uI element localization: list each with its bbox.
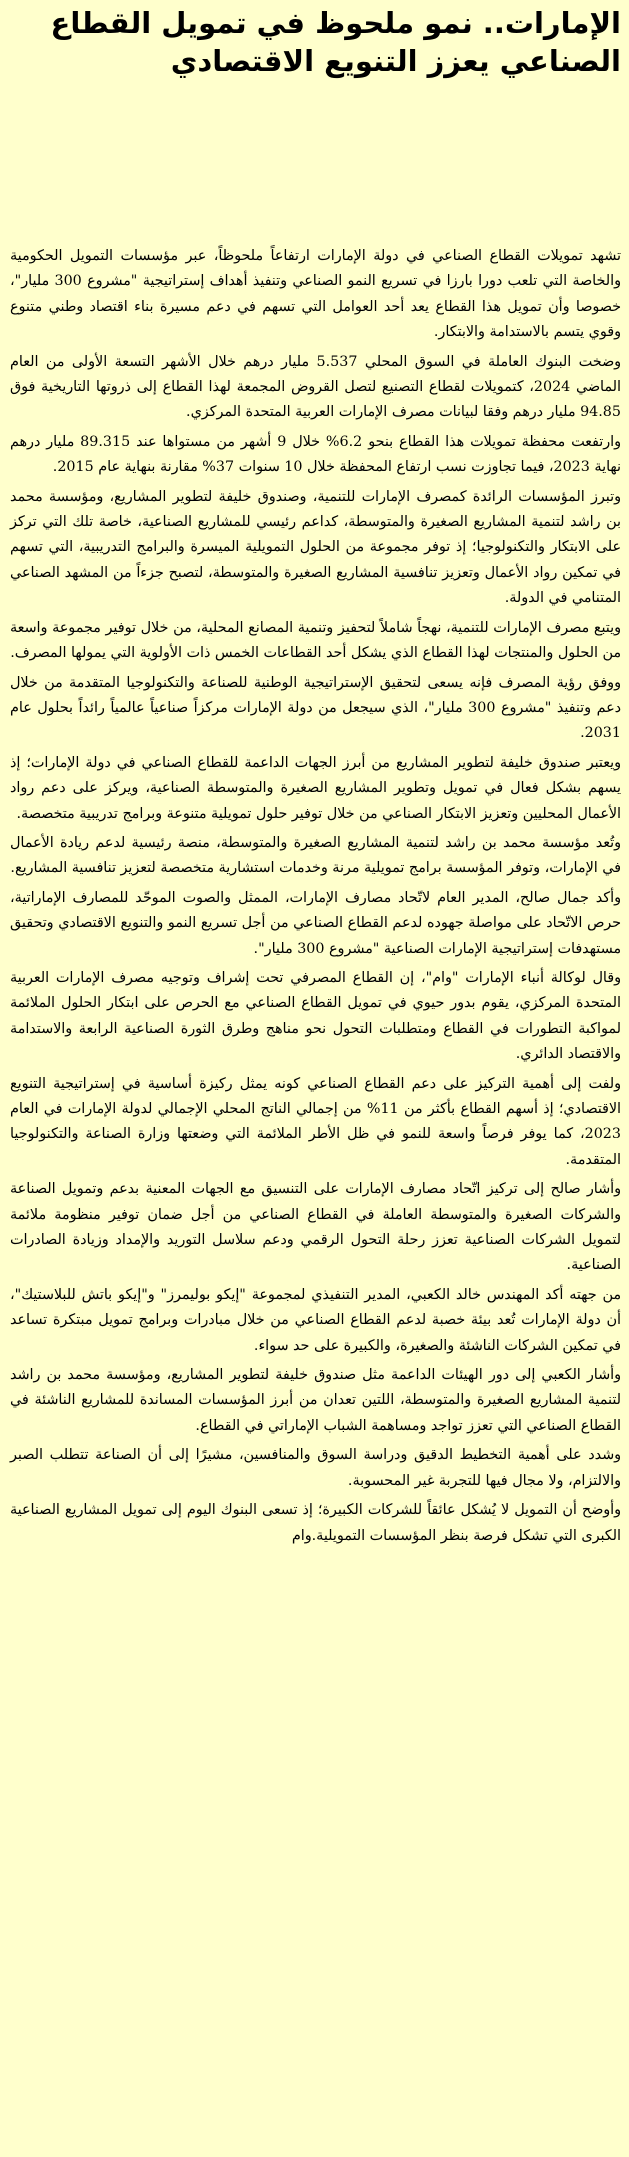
article-paragraph: ووفق رؤية المصرف فإنه يسعى لتحقيق الإستراتيجية الوطنية للصناعة والتكنولوجيا المتقدمة من خلال دعم وتنفيذ "مشروع 300 مليار"، الذي سيجعل من دولة الإمارات مركزاً صناعياً عالمياً رائداً بحلول عام 2031. [10, 674, 621, 742]
headline-line-1: الإمارات.. نمو ملحوظ في تمويل القطاع [50, 6, 621, 40]
article-paragraph: ويعتبر صندوق خليفة لتطوير المشاريع من أبرز الجهات الداعمة للقطاع الصناعي في دولة الإمارات؛ إذ يسهم بشكل فعال في تمويل وتطوير المشاريع الصغيرة والمتوسطة الصناعية، ويركز على دعم رواد الأعمال المحليين وتعزيز الابتكار الصناعي من خلال توفير حلول تمويلية متنوعة وبرامج تدريبية متخصصة. [10, 754, 621, 822]
article-headline [10, 0, 621, 80]
article-paragraph: ولفت إلى أهمية التركيز على دعم القطاع الصناعي كونه يمثل ركيزة أساسية في إستراتيجية التنويع الاقتصادي؛ إذ أسهم القطاع بأكثر من 11% من إجمالي الناتج المحلي الإجمالي لدولة الإمارات في العام 2023، كما يوفر فرصاً واسعة للنمو في ظل الأطر الملائمة التي وضعتها وزارة الصناعة والتكنولوجيا المتقدمة. [10, 1075, 621, 1168]
article-paragraph: وأوضح أن التمويل لا يُشكل عائقاً للشركات الكبيرة؛ إذ تسعى البنوك اليوم إلى تمويل المشاريع الصناعية الكبرى التي تشكل فرصة بنظر المؤسسات التمويلية.وام [10, 1502, 621, 1544]
article-body [10, 244, 621, 1549]
article-paragraph: وشدد على أهمية التخطيط الدقيق ودراسة السوق والمنافسين، مشيرًا إلى أن الصناعة تتطلب الصبر والالتزام، ولا مجال فيها للتجربة غير المحسوبة. [10, 1447, 621, 1489]
headline-line-2: الصناعي يعزز التنويع الاقتصادي [170, 44, 621, 78]
article-paragraph: وارتفعت محفظة تمويلات هذا القطاع بنحو 6.2% خلال 9 أشهر من مستواها عند 89.315 مليار درهم نهاية 2023، فيما تجاوزت نسب ارتفاع المحفظة خلال 10 سنوات 37% مقارنة بنهاية عام 2015. [10, 433, 622, 476]
article-paragraph: من جهته أكد المهندس خالد الكعبي، المدير التنفيذي لمجموعة "إيكو بوليمرز" و"إيكو باتش للبلاستيك"، أن دولة الإمارات تُعد بيئة خصبة لدعم القطاع الصناعي من خلال مبادرات وبرامج تمويل مبتكرة تساعد في تمكين الشركات الناشئة والصغيرة، والكبيرة على حد سواء. [10, 1286, 621, 1354]
article-paragraph: وتبرز المؤسسات الرائدة كمصرف الإمارات للتنمية، وصندوق خليفة لتطوير المشاريع، ومؤسسة محمد بن راشد لتنمية المشاريع الصغيرة والمتوسطة، كداعم رئيسي للمشاريع الصناعية، خاصة تلك التي تركز على الابتكار والتكنولوجيا؛ إذ توفر مجموعة من الحلول التمويلية الميسرة والبرامج التدريبية، التي تسهم في تمكين رواد الأعمال وتعزيز تنافسية المشاريع الصغيرة والمتوسطة، لتصبح جزءاً من المشهد الصناعي المتنامي في الدولة. [10, 488, 621, 607]
article-paragraph: ويتبع مصرف الإمارات للتنمية، نهجاً شاملاً لتحفيز وتنمية المصانع المحلية، من خلال توفير مجموعة واسعة من الحلول والمنتجات لهذا القطاع الذي يشكل أحد القطاعات الخمس ذات الأولوية التي يمولها المصرف. [10, 619, 621, 662]
article-paragraph: وتُعد مؤسسة محمد بن راشد لتنمية المشاريع الصغيرة والمتوسطة، منصة رئيسية لدعم ريادة الأعمال في الإمارات، وتوفر المؤسسة برامج تمويلية مرنة وخدمات استشارية متخصصة لتعزيز تنافسية المشاريع. [10, 834, 621, 877]
article-paragraph: وضخت البنوك العاملة في السوق المحلي 5.537 مليار درهم خلال الأشهر التسعة الأولى من العام الماضي 2024، كتمويلات لقطاع التصنيع لتصل القروض المجمعة لهذا القطاع إلى ذروتها التاريخية فوق 94.85 مليار درهم وفقا لبيانات مصرف الإمارات العربية المتحدة المركزي. [10, 353, 621, 421]
article-paragraph: وأشار صالح إلى تركيز اتّحاد مصارف الإمارات على التنسيق مع الجهات المعنية بدعم وتمويل الصناعة والشركات الصغيرة والمتوسطة العاملة في القطاع الصناعي من أجل ضمان توفير منظومة ملائمة لتمويل الشركات الصناعية تعزز رحلة التحول الرقمي ودعم سلاسل التوريد والإمداد وزيادة الصادرات الصناعية. [10, 1181, 621, 1274]
article-paragraph: وأشار الكعبي إلى دور الهيئات الداعمة مثل صندوق خليفة لتطوير المشاريع، ومؤسسة محمد بن راشد لتنمية المشاريع الصغيرة والمتوسطة، اللتين تعدان من أبرز المؤسسات المساندة للمشاريع الناشئة في القطاع الصناعي التي تعزز تواجد ومساهمة الشباب الإماراتي في القطاع. [10, 1367, 621, 1434]
article-paragraph: تشهد تمويلات القطاع الصناعي في دولة الإمارات ارتفاعاً ملحوظاً، عبر مؤسسات التمويل الحكومية والخاصة التي تلعب دورا بارزا في تسريع النمو الصناعي وتنفيذ أهداف إستراتيجية "مشروع 300 مليار"، خصوصا وأن تمويل هذا القطاع يعد أحد العوامل التي تسهم في دعم مسيرة بناء اقتصاد وطني متنوع وقوي يتسم بالاستدامة والابتكار. [10, 248, 621, 341]
article-paragraph: وقال لوكالة أنباء الإمارات "وام"، إن القطاع المصرفي تحت إشراف وتوجيه مصرف الإمارات العربية المتحدة المركزي، يقوم بدور حيوي في تمويل القطاع الصناعي مع الحرص على ابتكار الحلول الملائمة لمواكبة التطورات في القطاع ومتطلبات التحول نحو مناهج وطرق الثورة الصناعية الرابعة والاستدامة والاقتصاد الدائري. [10, 969, 621, 1063]
article-paragraph: وأكد جمال صالح، المدير العام لاتّحاد مصارف الإمارات، الممثل والصوت الموحّد للمصارف الإماراتية، حرص الاتّحاد على مواصلة جهوده لدعم القطاع الصناعي من أجل تسريع النمو والتنويع الاقتصادي وتحقيق مستهدفات إستراتيجية الإمارات الصناعية "مشروع 300 مليار". [10, 889, 621, 957]
